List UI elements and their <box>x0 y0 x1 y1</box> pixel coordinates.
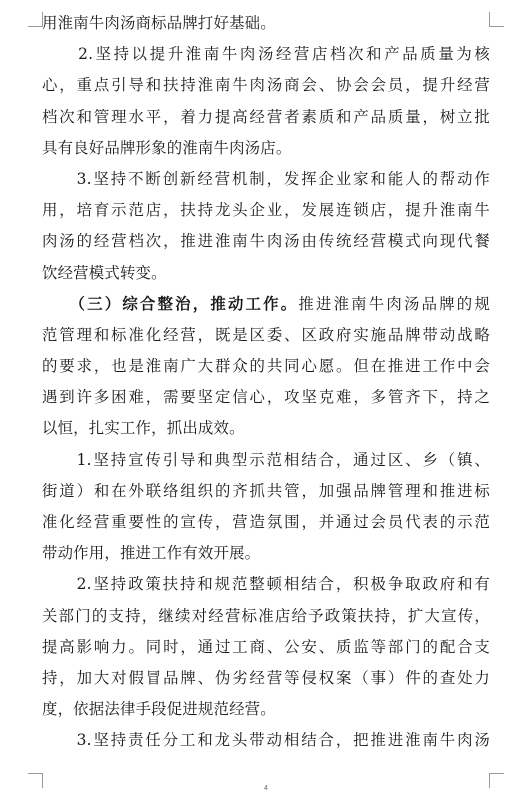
text-line: 用淮南牛肉汤商标品牌打好基础。 <box>42 14 276 32</box>
text-line: 遇到许多困难，需要坚定信心，攻坚克难，多管齐下，持之 <box>42 388 490 407</box>
text-line: 3.坚持责任分工和龙头带动相结合，把推进淮南牛肉汤 <box>42 731 490 750</box>
text-line: 准化经营重要性的宣传，营造氛围，并通过会员代表的示范 <box>42 513 490 531</box>
crop-mark-top-left <box>28 12 43 27</box>
text-line: 心，重点引导和扶持淮南牛肉汤商会、协会会员，提升经营 <box>42 76 490 95</box>
text-line: 2.坚持政策扶持和规范整顿相结合，积极争取政府和有 <box>42 575 490 594</box>
section-heading-continuation: 推进淮南牛肉汤品牌的规 <box>298 294 490 313</box>
text-line: 带动作用，推进工作有效开展。 <box>42 544 261 563</box>
text-line: 饮经营模式转变。 <box>42 263 167 282</box>
text-line: 2.坚持以提升淮南牛肉汤经营店档次和产品质量为核 <box>42 45 490 64</box>
text-line: 档次和管理水平，着力提高经营者素质和产品质量，树立批 <box>42 107 490 126</box>
text-line: 的要求，也是淮南广大群众的共同心愿。但在推进工作中会 <box>42 357 490 376</box>
text-line: 1.坚持宣传引导和典型示范相结合，通过区、乡（镇、 <box>42 450 490 469</box>
text-line: 以恒，扎实工作，抓出成效。 <box>42 419 245 438</box>
text-line: 持，加大对假冒品牌、伪劣经营等侵权案（事）件的查处力 <box>42 668 490 687</box>
text-line: 街道）和在外联络组织的齐抓共管，加强品牌管理和推进标 <box>42 481 490 500</box>
page-number: 4 <box>264 785 268 792</box>
section-heading-line <box>42 289 490 320</box>
document-body <box>42 8 490 757</box>
text-line: 度，依据法律手段促进规范经营。 <box>42 700 276 719</box>
text-line: 提高影响力。同时，通过工商、公安、质监等部门的配合支 <box>42 637 490 656</box>
text-line: 肉汤的经营档次，推进淮南牛肉汤由传统经营模式向现代餐 <box>42 232 490 251</box>
section-heading: （三）综合整治，推动工作。 <box>42 294 299 313</box>
text-line: 范管理和标准化经营，既是区委、区政府实施品牌带动战略 <box>42 325 490 344</box>
crop-mark-top-right <box>489 12 504 27</box>
text-line: 具有良好品牌形象的淮南牛肉汤店。 <box>42 138 292 157</box>
text-line: 关部门的支持，继续对经营标准店给予政策扶持，扩大宣传， <box>42 606 490 625</box>
text-line: 用，培育示范店，扶持龙头企业，发展连锁店，提升淮南牛 <box>42 201 490 220</box>
text-line: 3.坚持不断创新经营机制，发挥企业家和能人的帮动作 <box>42 169 490 188</box>
